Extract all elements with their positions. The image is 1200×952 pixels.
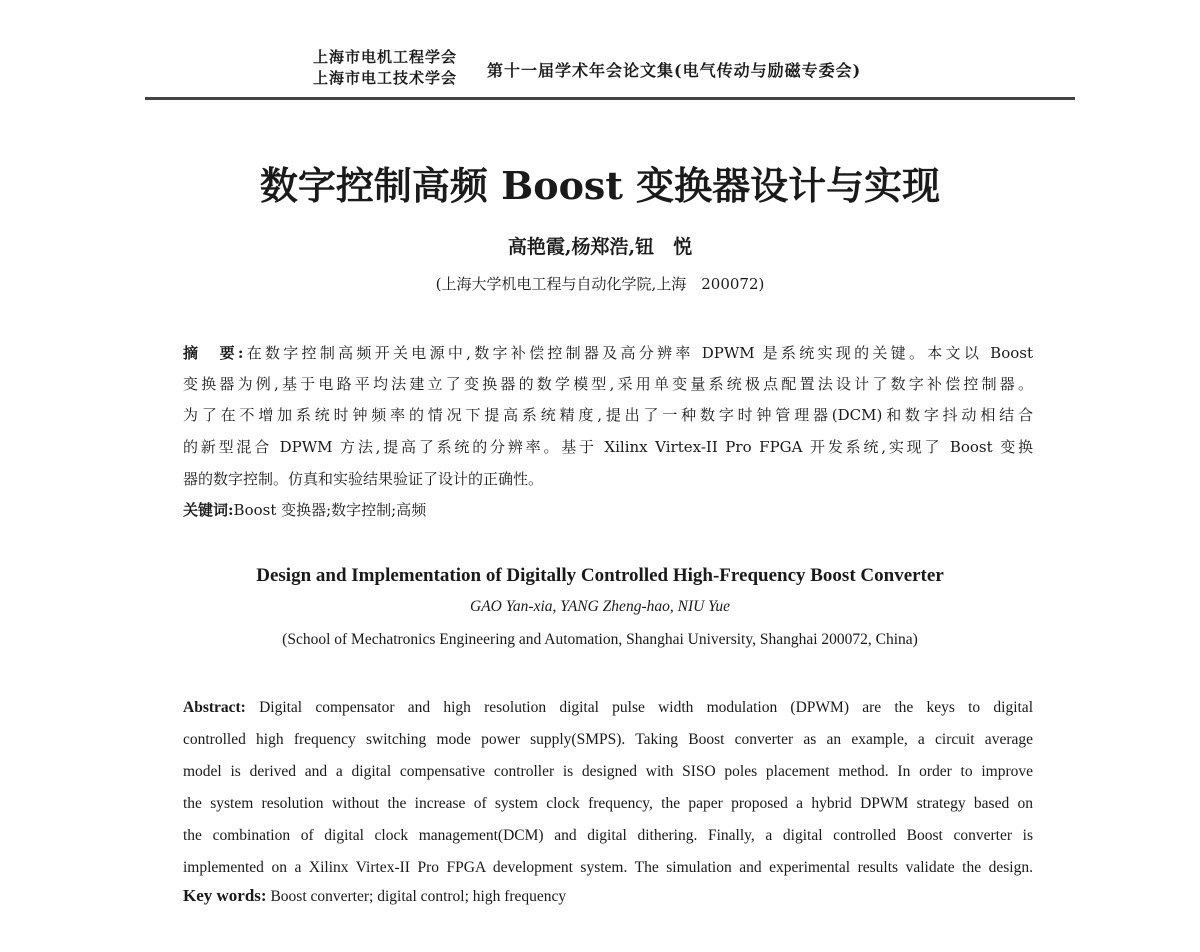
header-rule	[145, 97, 1075, 100]
en-abstract-line-6: implemented on a Xilinx Virtex-II Pro FPGA development system. The simulation and experimental results validate the design.	[183, 859, 1033, 876]
cn-keywords	[183, 499, 1033, 520]
en-abstract-line-2: controlled high frequency switching mode power supply(SMPS). Taking Boost converter as an example, a circuit average	[183, 731, 1033, 748]
en-keywords-label: Key words:	[183, 886, 267, 905]
en-abstract-line-1	[183, 699, 1033, 717]
en-abstract-text: Digital compensator and high resolution digital pulse width modulation (DPWM) are the keys to digital	[259, 699, 1033, 716]
en-keywords-text: Boost converter; digital control; high frequency	[270, 888, 567, 905]
en-title: Design and Implementation of Digitally Controlled High-Frequency Boost Converter	[256, 565, 944, 586]
cn-authors: 高艳霞,杨郑浩,钮 悦	[507, 236, 693, 258]
en-keywords	[183, 886, 1033, 906]
cn-abstract-text: 在数字控制高频开关电源中,数字补偿控制器及高分辨率 DPWM 是系统实现的关键。本文以 Boost	[243, 344, 1033, 362]
cn-keywords-text: Boost 变换器;数字控制;高频	[233, 501, 427, 519]
en-abstract-label: Abstract:	[183, 699, 246, 716]
cn-abstract-line-2: 变换器为例,基于电路平均法建立了变换器的数学模型,采用单变量系统极点配置法设计了数字补偿控制器。	[183, 375, 1033, 393]
cn-abstract-line-1	[183, 342, 1033, 363]
en-affiliation: (School of Mechatronics Engineering and Automation, Shanghai University, Shanghai 200072, China)	[282, 631, 918, 648]
cn-affiliation: (上海大学机电工程与自动化学院,上海 200072)	[435, 275, 765, 293]
header-proceedings: 第十一届学术年会论文集(电气传动与励磁专委会)	[487, 61, 862, 80]
cn-abstract-line-4: 的新型混合 DPWM 方法,提高了系统的分辨率。基于 Xilinx Virtex-II Pro FPGA 开发系统,实现了 Boost 变换	[183, 438, 1033, 456]
header-society-2: 上海市电工技术学会	[313, 69, 458, 87]
cn-abstract-line-5: 器的数字控制。仿真和实验结果验证了设计的正确性。	[183, 470, 544, 488]
cn-keywords-label: 关键词:	[183, 501, 234, 519]
cn-abstract-line-3: 为了在不增加系统时钟频率的情况下提高系统精度,提出了一种数字时钟管理器(DCM)和数字抖动相结合	[183, 406, 1033, 424]
cn-abstract-label: 摘 要:	[183, 344, 244, 362]
en-authors: GAO Yan-xia, YANG Zheng-hao, NIU Yue	[470, 598, 730, 615]
en-abstract-line-3: model is derived and a digital compensative controller is designed with SISO poles placement method. In order to improve	[183, 763, 1033, 780]
cn-title: 数字控制高频 Boost 变换器设计与实现	[259, 163, 941, 208]
en-abstract-line-5: the combination of digital clock management(DCM) and digital dithering. Finally, a digital controlled Boost converter is	[183, 827, 1033, 844]
en-abstract-line-4: the system resolution without the increase of system clock frequency, the paper proposed a hybrid DPWM strategy based on	[183, 795, 1033, 812]
header-society-1: 上海市电机工程学会	[313, 48, 458, 66]
